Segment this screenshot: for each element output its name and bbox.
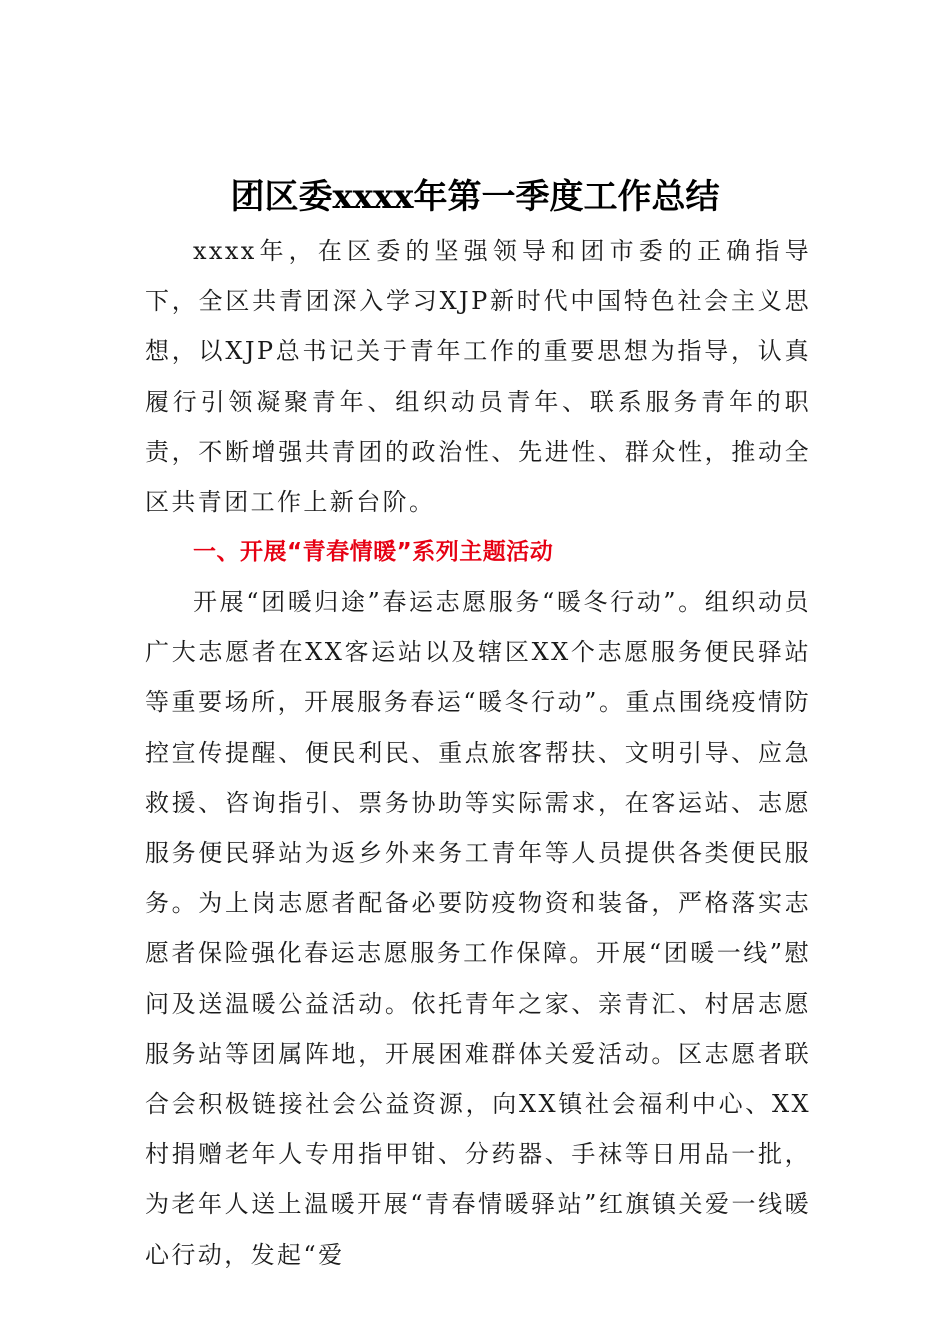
section-1-body xyxy=(145,577,811,1280)
document-title: 团区委xxxx年第一季度工作总结 xyxy=(230,176,720,217)
section-1-paragraph: 开展“团暖归途”春运志愿服务“暖冬行动”。组织动员广大志愿者在XX客运站以及辖区XX个志愿服务便民驿站等重要场所，开展服务春运“暖冬行动”。重点围绕疫情防控宣传提醒、便民利民、重点旅客帮扶、文明引导、应急救援、咨询指引、票务协助等实际需求，在客运站、志愿服务便民驿站为返乡外来务工青年等人员提供各类便民服务。为上岗志愿者配备必要防疫物资和装备，严格落实志愿者保险强化春运志愿服务工作保障。开展“团暖一线”慰问及送温暖公益活动。依托青年之家、亲青汇、村居志愿服务站等团属阵地，开展困难群体关爱活动。区志愿者联合会积极链接社会公益资源，向XX镇社会福利中心、XX村捐赠老年人专用指甲钳、分药器、手袜等日用品一批，为老年人送上温暖开展“青春情暖驿站”红旗镇关爱一线暖心行动，发起“爱 xyxy=(145,588,811,1269)
intro-paragraph: xxxx年，在区委的坚强领导和团市委的正确指导下，全区共青团深入学习XJP新时代中国特色社会主义思想，以XJP总书记关于青年工作的重要思想为指导，认真履行引领凝聚青年、组织动员青年、联系服务青年的职责，不断增强共青团的政治性、先进性、群众性，推动全区共青团工作上新台阶。 xyxy=(145,237,811,517)
intro-block xyxy=(145,226,811,527)
section-heading-1: 一、开展“青春情暖”系列主题活动 xyxy=(193,539,554,565)
